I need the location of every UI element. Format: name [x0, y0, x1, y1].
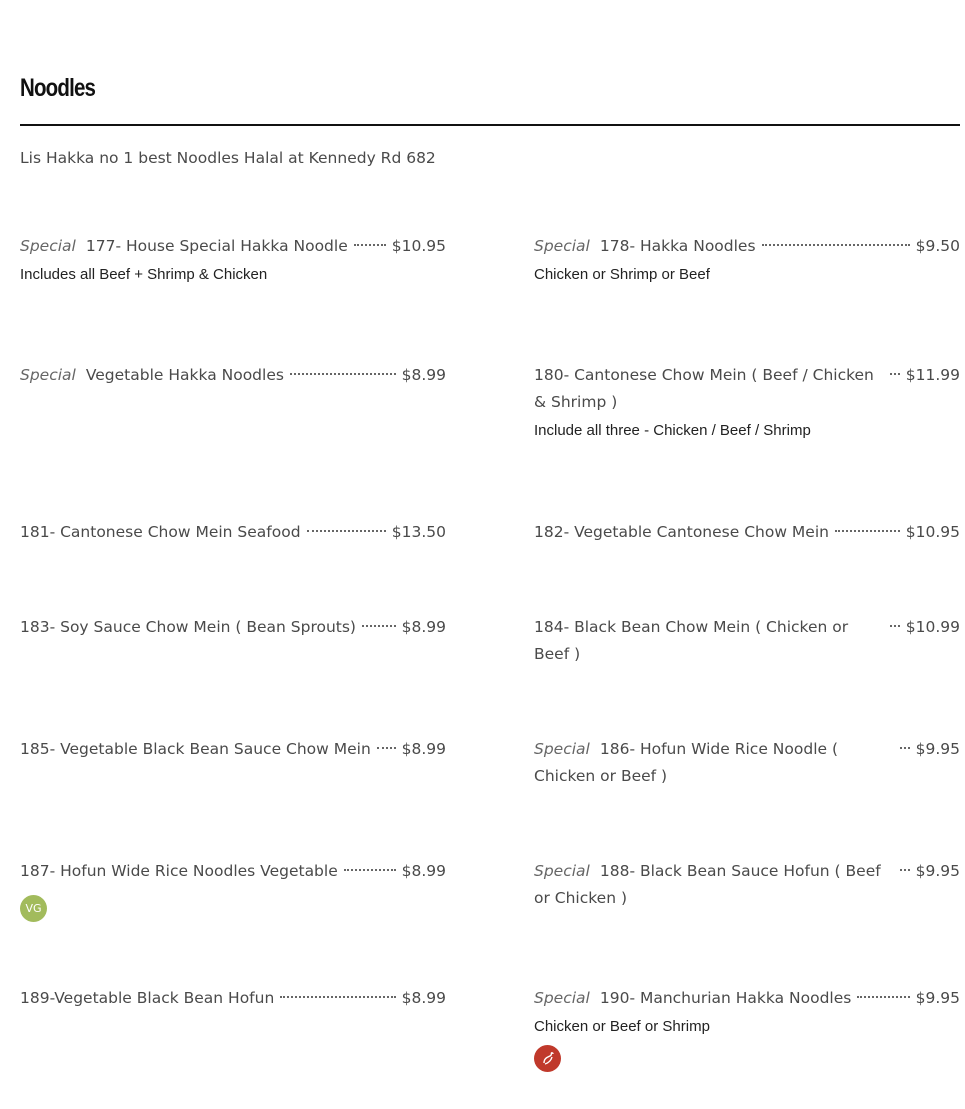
menu-item-price: $8.99: [401, 366, 446, 384]
menu-item-line: [534, 614, 960, 668]
menu-item-name: [534, 614, 884, 668]
menu-item-title: 187- Hofun Wide Rice Noodles Vegetable: [20, 862, 338, 880]
menu-item-name: [20, 362, 284, 389]
special-tag: Special: [20, 237, 76, 255]
menu-item: [20, 858, 446, 922]
menu-item-name: [534, 233, 756, 260]
menu-item: [20, 362, 446, 389]
menu-item-title: 177- House Special Hakka Noodle: [85, 237, 348, 255]
menu-item-title: 183- Soy Sauce Chow Mein ( Bean Sprouts): [20, 618, 356, 636]
menu-item-price: $8.99: [401, 740, 446, 758]
special-tag: Special: [20, 366, 76, 384]
menu-item: [20, 519, 446, 546]
special-tag: Special: [534, 740, 590, 758]
menu-item-name: [20, 985, 274, 1012]
dot-leader: [762, 244, 910, 246]
menu-item-title: 180- Cantonese Chow Mein ( Beef / Chicken & Shrimp ): [534, 366, 874, 411]
menu-item-line: [20, 519, 446, 546]
menu-item-title: 188- Black Bean Sauce Hofun ( Beef or Chicken ): [534, 862, 881, 907]
special-tag: Special: [534, 237, 590, 255]
dot-leader: [344, 869, 396, 871]
menu-item: [20, 233, 446, 283]
menu-item-price: $8.99: [401, 989, 446, 1007]
menu-item-name: [534, 519, 829, 546]
menu-item-price: $9.95: [915, 740, 960, 758]
section-title: Noodles: [20, 74, 96, 102]
menu-item-line: [534, 233, 960, 260]
menu-item-name: [534, 736, 894, 790]
section-description: Lis Hakka no 1 best Noodles Halal at Kennedy Rd 682: [20, 149, 436, 167]
menu-item-line: [20, 985, 446, 1012]
dot-leader: [354, 244, 386, 246]
menu-item: [534, 519, 960, 546]
menu-item: [20, 614, 446, 641]
dot-leader: [377, 747, 396, 749]
menu-item-price: $10.95: [905, 523, 960, 541]
menu-item-price: $10.99: [905, 618, 960, 636]
menu-item-name: [20, 233, 348, 260]
menu-item-description: Include all three - Chicken / Beef / Shrimp: [534, 422, 811, 439]
menu-item-name: [20, 614, 356, 641]
menu-item-price: $9.95: [915, 989, 960, 1007]
special-tag: Special: [534, 989, 590, 1007]
menu-item-line: [20, 736, 446, 763]
menu-item-description: Includes all Beef + Shrimp & Chicken: [20, 266, 268, 283]
menu-item-title: 178- Hakka Noodles: [599, 237, 756, 255]
menu-item-title: 184- Black Bean Chow Mein ( Chicken or Beef ): [534, 618, 849, 663]
menu-item-description: Chicken or Beef or Shrimp: [534, 1018, 710, 1035]
menu-item-line: [534, 985, 960, 1012]
menu-item-line: [534, 362, 960, 416]
menu-item-name: [20, 858, 338, 885]
menu-item-price: $13.50: [391, 523, 446, 541]
menu-item: [20, 985, 446, 1012]
dot-leader: [835, 530, 900, 532]
menu-item-price: $9.95: [915, 862, 960, 880]
dot-leader: [290, 373, 396, 375]
menu-item-price: $11.99: [905, 366, 960, 384]
dot-leader: [900, 747, 910, 749]
menu-item-name: [534, 858, 894, 912]
dot-leader: [362, 625, 396, 627]
dot-leader: [890, 625, 900, 627]
vegetarian-badge: VG: [20, 895, 47, 922]
menu-item-title: 189-Vegetable Black Bean Hofun: [20, 989, 275, 1007]
menu-item-price: $8.99: [401, 862, 446, 880]
menu-item-line: [534, 519, 960, 546]
special-tag: Special: [534, 862, 590, 880]
menu-item: [534, 985, 960, 1072]
menu-item-line: [20, 362, 446, 389]
dot-leader: [857, 996, 909, 998]
chili-pepper-icon: [534, 1045, 561, 1072]
menu-item-line: [534, 736, 960, 790]
menu-item-line: [20, 233, 446, 260]
menu-item-title: 186- Hofun Wide Rice Noodle ( Chicken or Beef ): [534, 740, 839, 785]
dot-leader: [890, 373, 900, 375]
menu-item: [534, 614, 960, 668]
menu-item-title: 190- Manchurian Hakka Noodles: [599, 989, 852, 1007]
dot-leader: [900, 869, 910, 871]
menu-item-price: $9.50: [915, 237, 960, 255]
menu-item-name: [534, 985, 851, 1012]
menu-item: [534, 362, 960, 439]
menu-item-title: 182- Vegetable Cantonese Chow Mein: [534, 523, 829, 541]
menu-item: [534, 736, 960, 790]
menu-item-price: $10.95: [391, 237, 446, 255]
dot-leader: [307, 530, 386, 532]
menu-item-name: [20, 736, 371, 763]
menu-item-title: Vegetable Hakka Noodles: [85, 366, 284, 384]
menu-item-line: [20, 614, 446, 641]
menu-item-line: [534, 858, 960, 912]
menu-item-name: [534, 362, 884, 416]
menu-item-line: [20, 858, 446, 885]
dot-leader: [280, 996, 395, 998]
menu-item-price: $8.99: [401, 618, 446, 636]
menu-item-description: Chicken or Shrimp or Beef: [534, 266, 710, 283]
section-divider: [20, 124, 960, 126]
menu-item: [534, 858, 960, 912]
menu-item-title: 185- Vegetable Black Bean Sauce Chow Mein: [20, 740, 371, 758]
menu-item: [20, 736, 446, 763]
menu-item-title: 181- Cantonese Chow Mein Seafood: [20, 523, 301, 541]
menu-item-name: [20, 519, 301, 546]
menu-item: [534, 233, 960, 283]
